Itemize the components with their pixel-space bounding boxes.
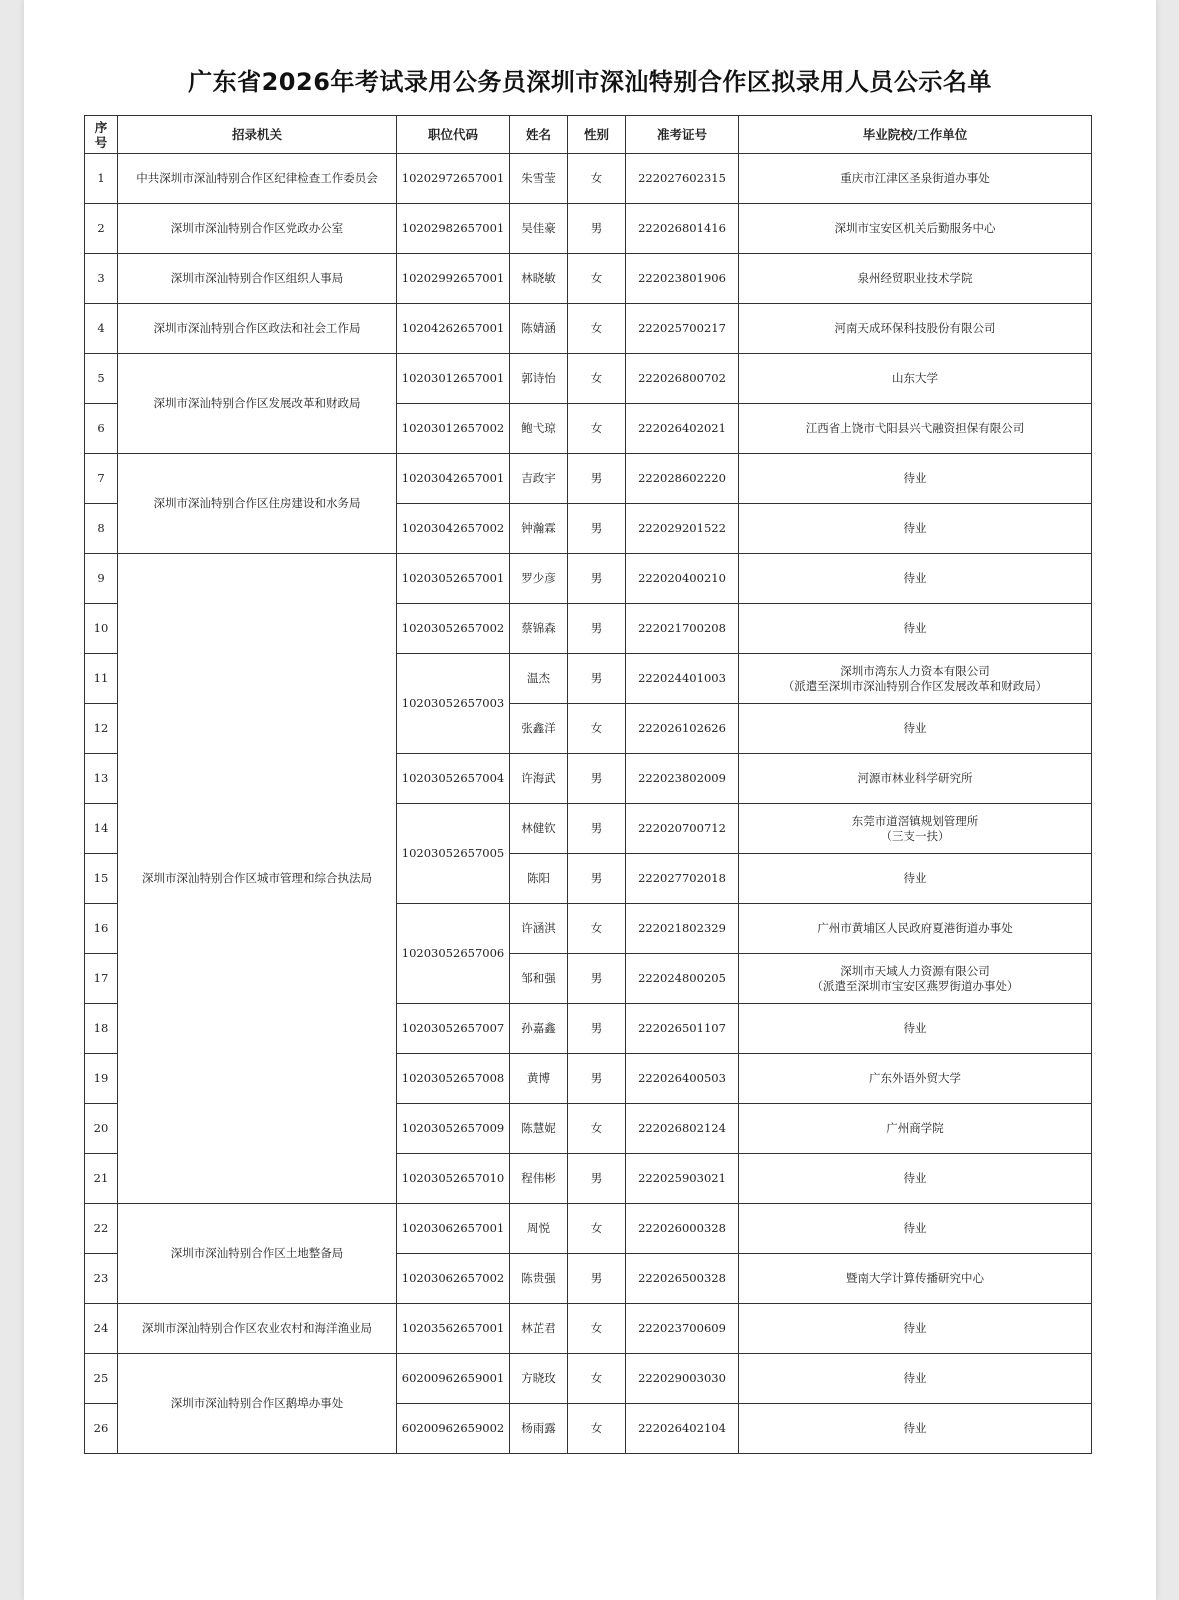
cell-no: 6	[85, 404, 118, 454]
cell-sex: 女	[568, 1204, 626, 1254]
cell-school: 深圳市宝安区机关后勤服务中心	[739, 204, 1092, 254]
cell-no: 17	[85, 954, 118, 1004]
cell-no: 7	[85, 454, 118, 504]
cell-code: 10202972657001	[397, 154, 510, 204]
cell-school: 广州商学院	[739, 1104, 1092, 1154]
cell-ticket: 222024800205	[626, 954, 739, 1004]
header-no: 序号	[85, 116, 118, 154]
cell-sex: 男	[568, 604, 626, 654]
cell-school: 待业	[739, 1304, 1092, 1354]
cell-no: 19	[85, 1054, 118, 1104]
cell-ticket: 222020700712	[626, 804, 739, 854]
cell-no: 3	[85, 254, 118, 304]
cell-ticket: 222029003030	[626, 1354, 739, 1404]
cell-school: 待业	[739, 454, 1092, 504]
cell-agency: 深圳市深汕特别合作区发展改革和财政局	[118, 354, 397, 454]
table-row	[85, 1304, 1092, 1354]
cell-ticket: 222029201522	[626, 504, 739, 554]
cell-name: 孙嘉鑫	[510, 1004, 568, 1054]
header-ticket: 准考证号	[626, 116, 739, 154]
cell-sex: 男	[568, 804, 626, 854]
cell-code: 10202982657001	[397, 204, 510, 254]
header-sex: 性别	[568, 116, 626, 154]
cell-school: 河源市林业科学研究所	[739, 754, 1092, 804]
cell-ticket: 222023802009	[626, 754, 739, 804]
cell-code: 10203052657004	[397, 754, 510, 804]
cell-name: 林晓敏	[510, 254, 568, 304]
cell-no: 13	[85, 754, 118, 804]
cell-code: 60200962659001	[397, 1354, 510, 1404]
cell-sex: 女	[568, 254, 626, 304]
cell-code: 10203052657010	[397, 1154, 510, 1204]
cell-sex: 男	[568, 1154, 626, 1204]
header-agency: 招录机关	[118, 116, 397, 154]
cell-code: 10203052657005	[397, 804, 510, 904]
cell-school: 广东外语外贸大学	[739, 1054, 1092, 1104]
cell-school: 河南天成环保科技股份有限公司	[739, 304, 1092, 354]
cell-name: 陈阳	[510, 854, 568, 904]
table-row	[85, 1204, 1092, 1254]
cell-school: 待业	[739, 504, 1092, 554]
cell-agency: 深圳市深汕特别合作区土地整备局	[118, 1204, 397, 1304]
cell-ticket: 222026000328	[626, 1204, 739, 1254]
cell-code: 10204262657001	[397, 304, 510, 354]
cell-school: 待业	[739, 1354, 1092, 1404]
cell-no: 4	[85, 304, 118, 354]
cell-name: 陈慧妮	[510, 1104, 568, 1154]
cell-sex: 男	[568, 654, 626, 704]
cell-code: 10203052657009	[397, 1104, 510, 1154]
header-name: 姓名	[510, 116, 568, 154]
cell-ticket: 222026801416	[626, 204, 739, 254]
cell-no: 12	[85, 704, 118, 754]
cell-code: 10203042657002	[397, 504, 510, 554]
table-row	[85, 454, 1092, 504]
cell-no: 5	[85, 354, 118, 404]
cell-name: 陈贵强	[510, 1254, 568, 1304]
cell-sex: 女	[568, 1104, 626, 1154]
cell-no: 11	[85, 654, 118, 704]
cell-school: 广州市黄埔区人民政府夏港街道办事处	[739, 904, 1092, 954]
cell-school: 待业	[739, 1154, 1092, 1204]
header-code: 职位代码	[397, 116, 510, 154]
table-row	[85, 154, 1092, 204]
cell-code: 10203562657001	[397, 1304, 510, 1354]
cell-sex: 男	[568, 204, 626, 254]
cell-code: 60200962659002	[397, 1404, 510, 1454]
cell-school: 江西省上饶市弋阳县兴弋融资担保有限公司	[739, 404, 1092, 454]
cell-no: 26	[85, 1404, 118, 1454]
cell-sex: 男	[568, 504, 626, 554]
cell-agency: 深圳市深汕特别合作区政法和社会工作局	[118, 304, 397, 354]
cell-school: 待业	[739, 704, 1092, 754]
cell-ticket: 222025903021	[626, 1154, 739, 1204]
cell-school: 重庆市江津区圣泉街道办事处	[739, 154, 1092, 204]
cell-sex: 男	[568, 554, 626, 604]
cell-ticket: 222026402104	[626, 1404, 739, 1454]
cell-school: 山东大学	[739, 354, 1092, 404]
cell-school: 待业	[739, 604, 1092, 654]
cell-no: 9	[85, 554, 118, 604]
cell-no: 16	[85, 904, 118, 954]
cell-ticket: 222024401003	[626, 654, 739, 704]
table-header-row	[85, 116, 1092, 154]
cell-name: 许海武	[510, 754, 568, 804]
cell-sex: 女	[568, 154, 626, 204]
cell-school: 待业	[739, 1204, 1092, 1254]
cell-no: 22	[85, 1204, 118, 1254]
candidate-table	[84, 115, 1092, 1454]
cell-ticket: 222026501107	[626, 1004, 739, 1054]
cell-agency: 深圳市深汕特别合作区党政办公室	[118, 204, 397, 254]
cell-no: 2	[85, 204, 118, 254]
cell-code: 10203052657002	[397, 604, 510, 654]
cell-sex: 男	[568, 1054, 626, 1104]
cell-no: 18	[85, 1004, 118, 1054]
cell-school: 待业	[739, 1004, 1092, 1054]
cell-code: 10203062657001	[397, 1204, 510, 1254]
cell-code: 10202992657001	[397, 254, 510, 304]
cell-no: 15	[85, 854, 118, 904]
cell-sex: 女	[568, 404, 626, 454]
cell-code: 10203052657003	[397, 654, 510, 754]
cell-ticket: 222021802329	[626, 904, 739, 954]
cell-ticket: 222026800702	[626, 354, 739, 404]
table-row	[85, 354, 1092, 404]
document-page	[24, 0, 1156, 1600]
cell-sex: 女	[568, 304, 626, 354]
cell-ticket: 222028602220	[626, 454, 739, 504]
cell-ticket: 222027602315	[626, 154, 739, 204]
cell-code: 10203052657007	[397, 1004, 510, 1054]
cell-name: 朱雪莹	[510, 154, 568, 204]
cell-no: 10	[85, 604, 118, 654]
cell-agency: 深圳市深汕特别合作区城市管理和综合执法局	[118, 554, 397, 1204]
cell-sex: 男	[568, 454, 626, 504]
cell-name: 吴佳豪	[510, 204, 568, 254]
cell-name: 鲍弋琼	[510, 404, 568, 454]
cell-agency: 中共深圳市深汕特别合作区纪律检查工作委员会	[118, 154, 397, 204]
cell-school: 深圳市天域人力资源有限公司 （派遣至深圳市宝安区燕罗街道办事处）	[739, 954, 1092, 1004]
cell-ticket: 222020400210	[626, 554, 739, 604]
cell-name: 林芷君	[510, 1304, 568, 1354]
cell-code: 10203042657001	[397, 454, 510, 504]
cell-name: 罗少彦	[510, 554, 568, 604]
cell-school: 待业	[739, 854, 1092, 904]
cell-code: 10203012657002	[397, 404, 510, 454]
table-row	[85, 254, 1092, 304]
cell-ticket: 222023700609	[626, 1304, 739, 1354]
cell-agency: 深圳市深汕特别合作区农业农村和海洋渔业局	[118, 1304, 397, 1354]
cell-sex: 女	[568, 704, 626, 754]
cell-ticket: 222027702018	[626, 854, 739, 904]
cell-ticket: 222025700217	[626, 304, 739, 354]
cell-ticket: 222026402021	[626, 404, 739, 454]
cell-ticket: 222023801906	[626, 254, 739, 304]
cell-sex: 女	[568, 1304, 626, 1354]
cell-name: 钟瀚霖	[510, 504, 568, 554]
cell-no: 21	[85, 1154, 118, 1204]
cell-name: 张鑫洋	[510, 704, 568, 754]
cell-no: 1	[85, 154, 118, 204]
cell-ticket: 222026802124	[626, 1104, 739, 1154]
cell-name: 陈婧涵	[510, 304, 568, 354]
cell-name: 程伟彬	[510, 1154, 568, 1204]
cell-school: 深圳市湾东人力资本有限公司 （派遣至深圳市深汕特别合作区发展改革和财政局）	[739, 654, 1092, 704]
cell-agency: 深圳市深汕特别合作区组织人事局	[118, 254, 397, 304]
cell-ticket: 222021700208	[626, 604, 739, 654]
cell-name: 蔡锦森	[510, 604, 568, 654]
cell-code: 10203012657001	[397, 354, 510, 404]
cell-sex: 女	[568, 1404, 626, 1454]
cell-agency: 深圳市深汕特别合作区住房建设和水务局	[118, 454, 397, 554]
cell-code: 10203052657006	[397, 904, 510, 1004]
cell-code: 10203062657002	[397, 1254, 510, 1304]
cell-name: 方晓玫	[510, 1354, 568, 1404]
cell-sex: 男	[568, 954, 626, 1004]
table-row	[85, 304, 1092, 354]
cell-sex: 女	[568, 1354, 626, 1404]
cell-no: 23	[85, 1254, 118, 1304]
cell-sex: 男	[568, 1254, 626, 1304]
cell-name: 温杰	[510, 654, 568, 704]
cell-sex: 男	[568, 1004, 626, 1054]
page-title: 广东省2026年考试录用公务员深圳市深汕特别合作区拟录用人员公示名单	[188, 68, 992, 96]
cell-sex: 男	[568, 754, 626, 804]
cell-agency: 深圳市深汕特别合作区鹅埠办事处	[118, 1354, 397, 1454]
cell-sex: 女	[568, 354, 626, 404]
cell-ticket: 222026400503	[626, 1054, 739, 1104]
table-row	[85, 1354, 1092, 1404]
cell-no: 25	[85, 1354, 118, 1404]
cell-school: 东莞市道滘镇规划管理所 （三支一扶）	[739, 804, 1092, 854]
table-row	[85, 554, 1092, 604]
cell-ticket: 222026102626	[626, 704, 739, 754]
table-row	[85, 204, 1092, 254]
cell-name: 黄博	[510, 1054, 568, 1104]
cell-code: 10203052657008	[397, 1054, 510, 1104]
cell-school: 暨南大学计算传播研究中心	[739, 1254, 1092, 1304]
cell-name: 林健钦	[510, 804, 568, 854]
cell-sex: 女	[568, 904, 626, 954]
cell-name: 杨雨露	[510, 1404, 568, 1454]
cell-name: 吉政宇	[510, 454, 568, 504]
cell-ticket: 222026500328	[626, 1254, 739, 1304]
cell-no: 8	[85, 504, 118, 554]
cell-code: 10203052657001	[397, 554, 510, 604]
cell-name: 周悦	[510, 1204, 568, 1254]
cell-name: 许涵淇	[510, 904, 568, 954]
cell-name: 邹和强	[510, 954, 568, 1004]
header-school: 毕业院校/工作单位	[739, 116, 1092, 154]
cell-school: 待业	[739, 554, 1092, 604]
cell-school: 泉州经贸职业技术学院	[739, 254, 1092, 304]
cell-no: 24	[85, 1304, 118, 1354]
cell-name: 郭诗怡	[510, 354, 568, 404]
cell-no: 14	[85, 804, 118, 854]
cell-school: 待业	[739, 1404, 1092, 1454]
cell-no: 20	[85, 1104, 118, 1154]
cell-sex: 男	[568, 854, 626, 904]
